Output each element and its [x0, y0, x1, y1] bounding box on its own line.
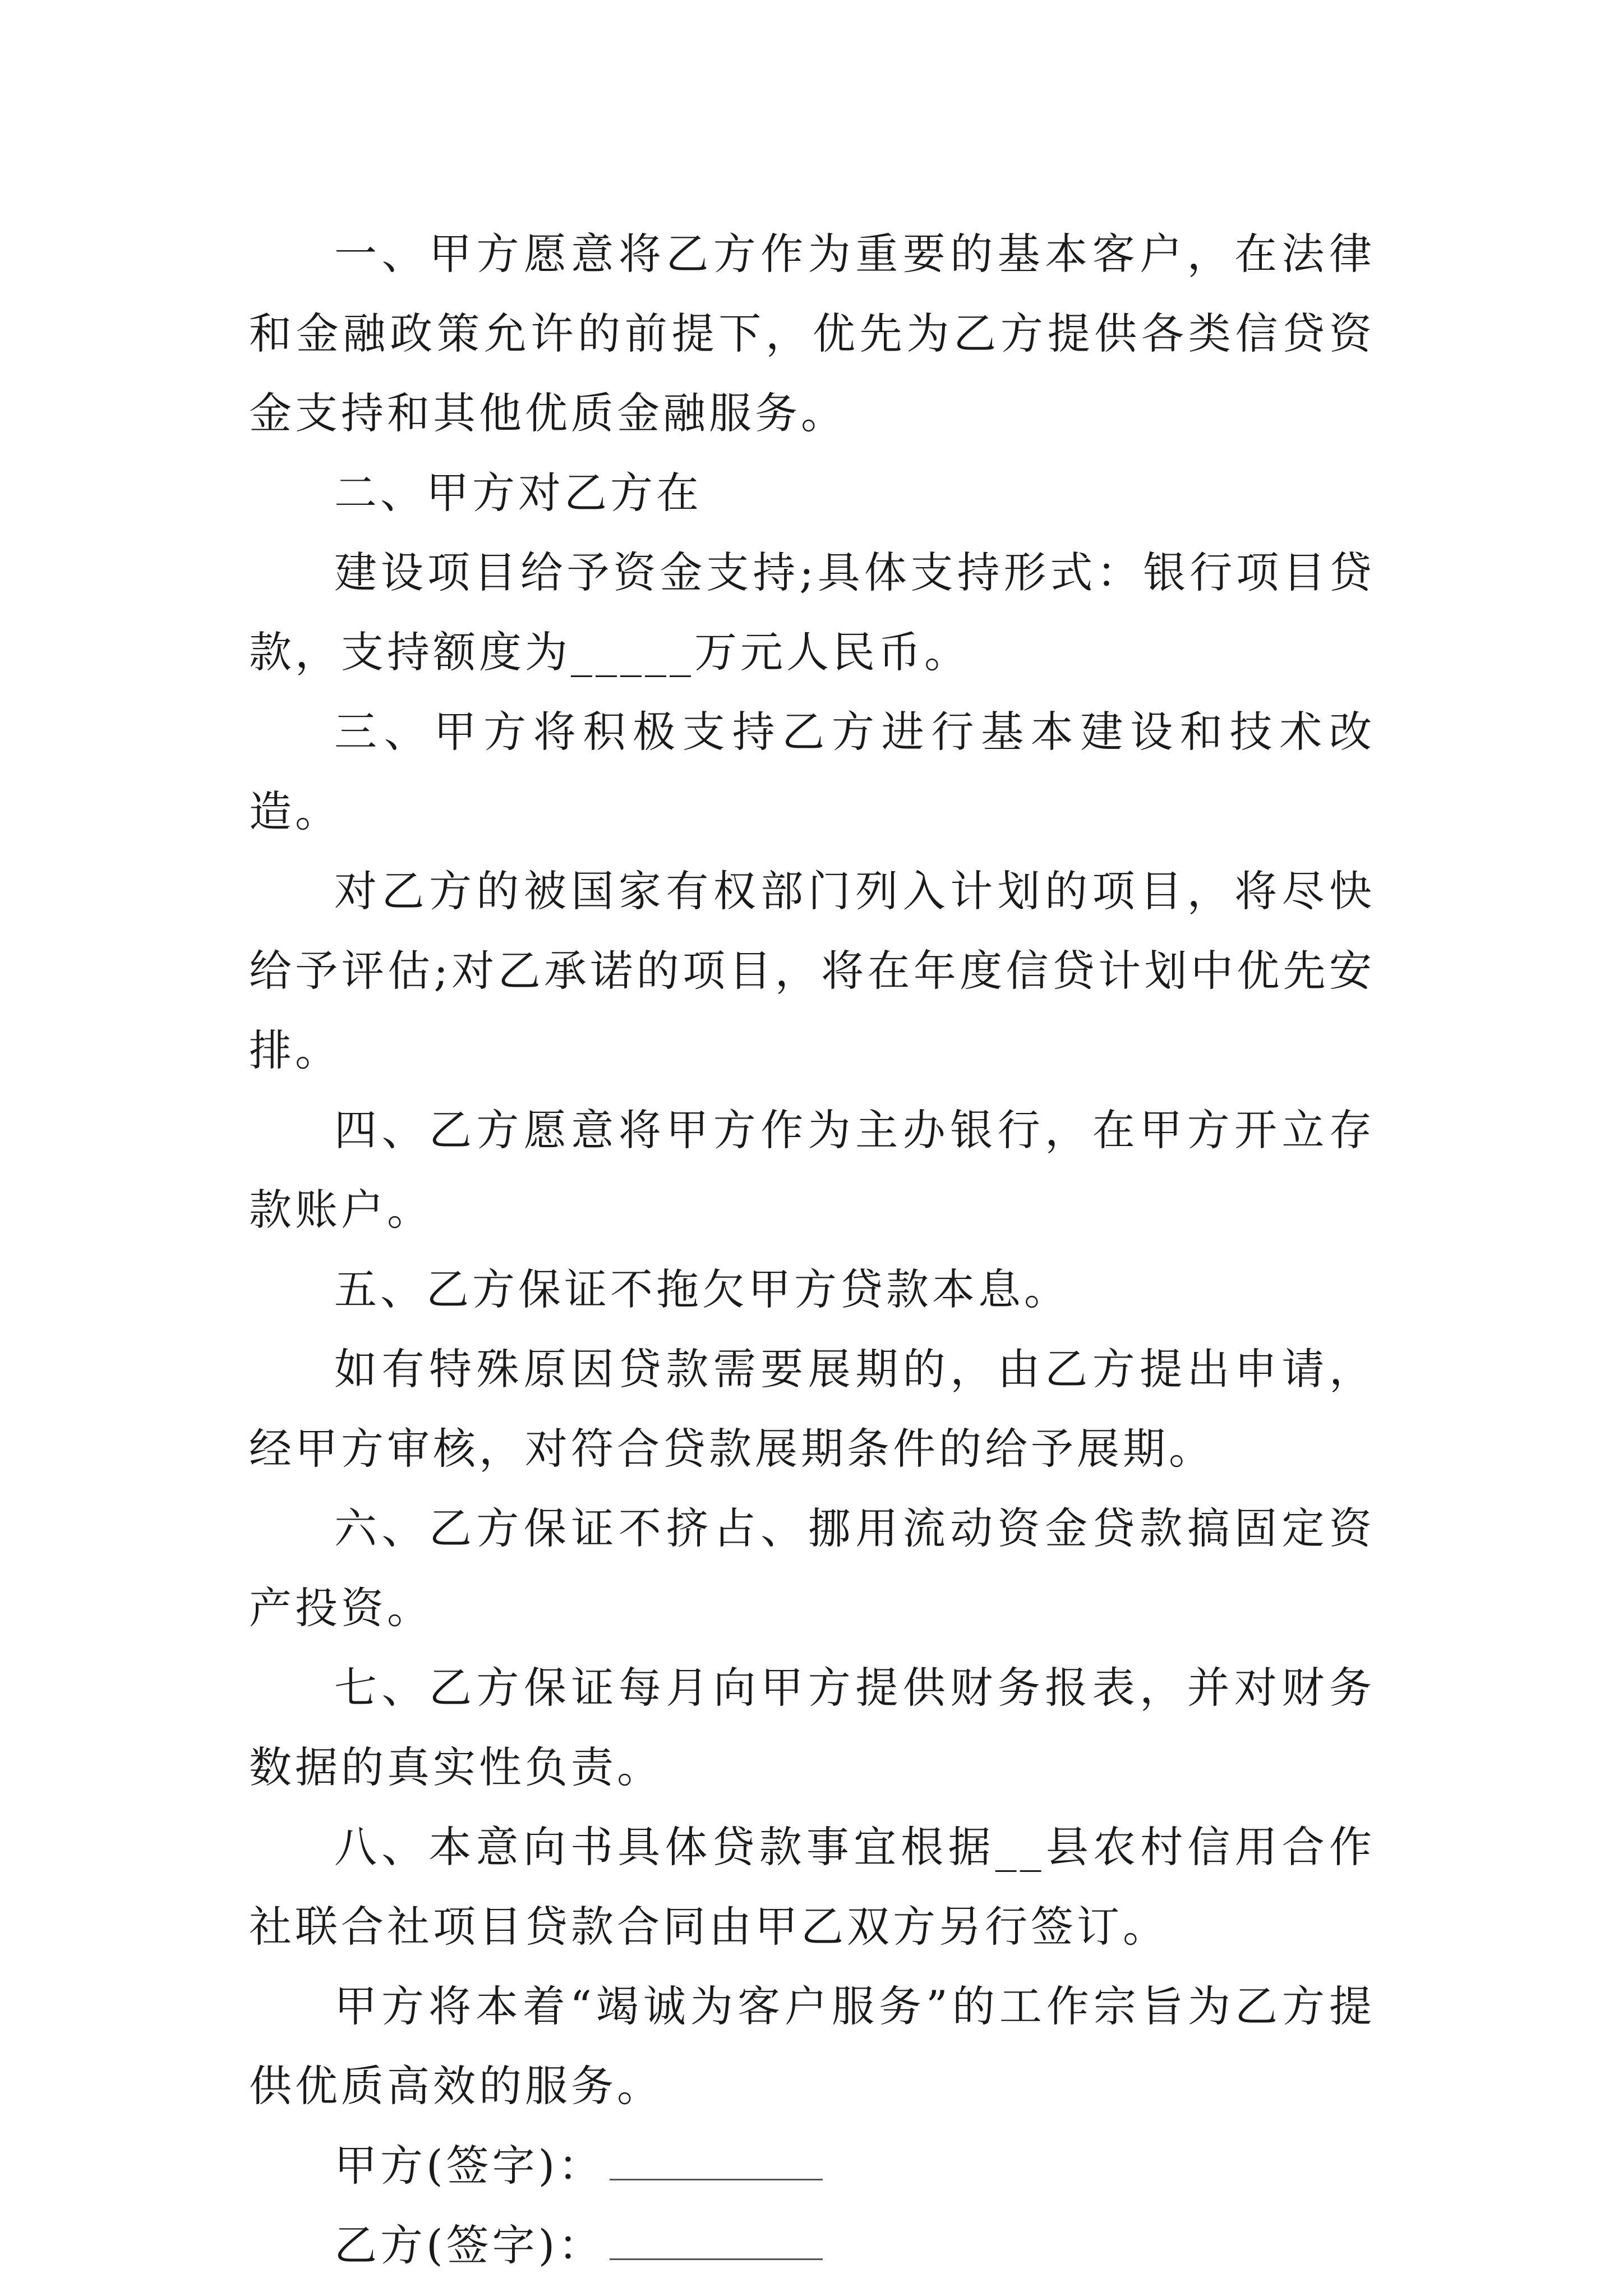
clause-7: 七、乙方保证每月向甲方提供财务报表，并对财务数据的真实性负责。	[249, 1663, 1375, 1792]
party-a-signature-row	[249, 2126, 1375, 2206]
party-a-signature-label: 甲方(签字)：	[334, 2141, 605, 2191]
clause-3-detail: 对乙方的被国家有权部门列入计划的项目，将尽快给予评估;对乙承诺的项目，将在年度信贷计划中优先安排。	[249, 866, 1375, 1075]
clause-8: 八、本意向书具体贷款事宜根据__县农村信用合作社联合社项目贷款合同由甲乙双方另行签订。	[249, 1822, 1375, 1952]
document-body	[249, 214, 1375, 2285]
clause-3: 三、甲方将积极支持乙方进行基本建设和技术改造。	[249, 707, 1375, 836]
clause-2-detail: 建设项目给予资金支持;具体支持形式：银行项目贷款，支持额度为_____万元人民币。	[249, 547, 1375, 677]
party-b-signature-label: 乙方(签字)：	[334, 2220, 605, 2270]
clause-6: 六、乙方保证不挤占、挪用流动资金贷款搞固定资产投资。	[249, 1503, 1375, 1633]
party-b-signature-line	[610, 2258, 823, 2260]
clause-4: 四、乙方愿意将甲方作为主办银行，在甲方开立存款账户。	[249, 1105, 1375, 1235]
clause-5-detail: 如有特殊原因贷款需要展期的，由乙方提出申请，经甲方审核，对符合贷款展期条件的给予展期。	[249, 1344, 1375, 1474]
party-a-signature-line	[610, 2178, 823, 2180]
clause-1: 一、甲方愿意将乙方作为重要的基本客户，在法律和金融政策允许的前提下，优先为乙方提供各类信贷资金支持和其他优质金融服务。	[249, 229, 1375, 438]
party-b-signature-row	[249, 2206, 1375, 2285]
closing-statement: 甲方将本着“竭诚为客户服务”的工作宗旨为乙方提供优质高效的服务。	[249, 1981, 1375, 2111]
clause-5: 五、乙方保证不拖欠甲方贷款本息。	[334, 1264, 1070, 1314]
clause-2: 二、甲方对乙方在	[334, 468, 702, 518]
